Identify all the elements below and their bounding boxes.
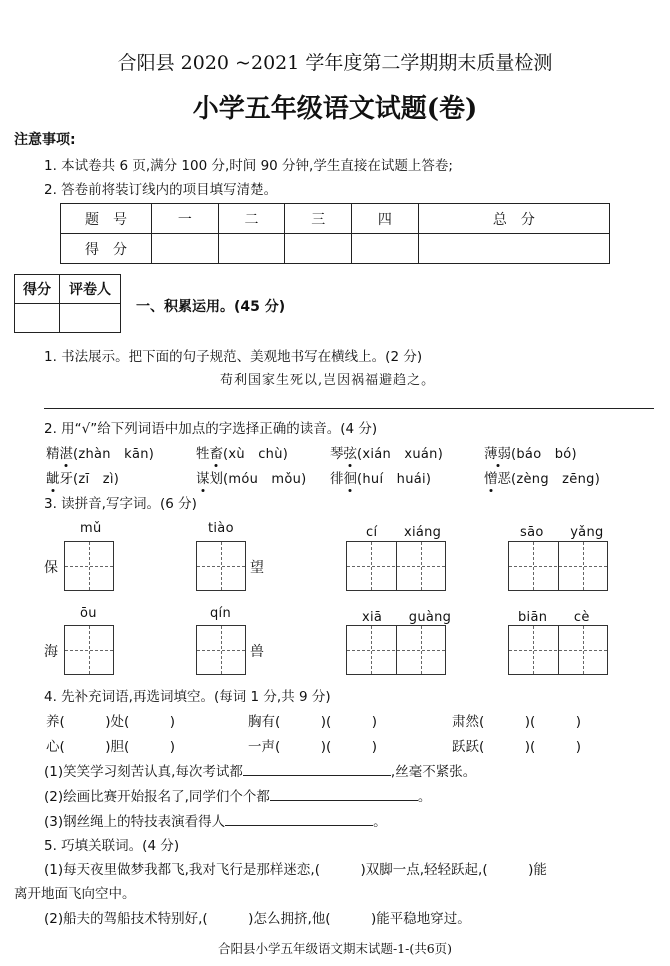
q4-fill-sentence: (1)笑笑学习刻苦认真,每次考试都 ,丝毫不紧张。 xyxy=(44,760,476,780)
writing-grid-double[interactable] xyxy=(508,625,608,675)
grader-reviewer-label: 评卷人 xyxy=(60,275,121,304)
writing-grid[interactable] xyxy=(64,625,114,675)
q3-pinyin: xiā guàng xyxy=(362,610,452,625)
score-header-4: 四 xyxy=(352,204,419,234)
q5-sentence-1: (1)每天夜里做梦我都飞,我对飞行是那样迷恋,( )双脚一点,轻轻跃起,( )能 xyxy=(44,862,547,878)
score-cell-1[interactable] xyxy=(152,234,219,264)
grader-score-label: 得分 xyxy=(15,275,60,304)
score-header-3: 三 xyxy=(285,204,352,234)
q3-prefix-char: 海 xyxy=(44,644,58,660)
q3-pinyin: tiào xyxy=(208,521,234,536)
q5-sentence-1-cont: 离开地面飞向空中。 xyxy=(14,886,136,902)
q4-word: 一声( )( ) xyxy=(248,739,378,755)
grader-box xyxy=(14,274,121,333)
q4-text: 4. 先补充词语,再选词填空。(每词 1 分,共 9 分) xyxy=(44,689,331,705)
exam-header-title: 合阳县 2020 ~2021 学年度第二学期期末质量检测 xyxy=(117,52,553,74)
notice-item-2: 2. 答卷前将装订线内的项目填写清楚。 xyxy=(44,182,278,198)
writing-grid[interactable] xyxy=(64,541,114,591)
writing-grid[interactable] xyxy=(196,541,246,591)
q3-pinyin: ōu xyxy=(80,606,97,621)
q2-item: 徘徊(huí huái) xyxy=(330,471,432,487)
q3-suffix-char: 兽 xyxy=(250,644,264,660)
q2-item: 精湛(zhàn kān) xyxy=(46,446,155,462)
score-cell-4[interactable] xyxy=(352,234,419,264)
score-header-total: 总 分 xyxy=(418,204,609,234)
q4-word: 跃跃( )( ) xyxy=(452,739,582,755)
writing-grid-double[interactable] xyxy=(508,541,608,591)
score-header-question: 题 号 xyxy=(61,204,152,234)
q3-text: 3. 读拼音,写字词。(6 分) xyxy=(44,496,197,512)
writing-grid[interactable] xyxy=(196,625,246,675)
q3-pinyin: cí xiáng xyxy=(366,525,442,540)
q2-item: 牲畜(xù chù) xyxy=(196,446,289,462)
q2-item: 龇牙(zī zì) xyxy=(46,471,120,487)
answer-blank[interactable] xyxy=(270,786,418,801)
q1-writing-line[interactable] xyxy=(44,408,654,409)
q4-word: 肃然( )( ) xyxy=(452,714,582,730)
q4-word: 心( )胆( ) xyxy=(46,739,176,755)
score-cell-2[interactable] xyxy=(218,234,285,264)
section-1-title: 一、积累运用。(45 分) xyxy=(136,299,286,315)
q2-text: 2. 用“√”给下列词语中加点的字选择正确的读音。(4 分) xyxy=(44,421,378,437)
score-row-label: 得 分 xyxy=(61,234,152,264)
q5-text: 5. 巧填关联词。(4 分) xyxy=(44,838,180,854)
q3-pinyin: qín xyxy=(210,606,232,621)
q4-fill-sentence: (3)钢丝绳上的特技表演看得人 。 xyxy=(44,810,387,830)
score-table xyxy=(60,203,610,264)
q2-item: 琴弦(xián xuán) xyxy=(330,446,444,462)
grader-reviewer-cell[interactable] xyxy=(60,304,121,333)
grader-score-cell[interactable] xyxy=(15,304,60,333)
q3-suffix-char: 望 xyxy=(250,560,264,576)
q3-pinyin: mǔ xyxy=(80,521,102,536)
q3-prefix-char: 保 xyxy=(44,560,58,576)
notice-item-1: 1. 本试卷共 6 页,满分 100 分,时间 90 分钟,学生直接在试题上答卷; xyxy=(44,158,453,174)
exam-subtitle: 小学五年级语文试题(卷) xyxy=(192,94,478,124)
answer-blank[interactable] xyxy=(243,761,391,776)
q1-text: 1. 书法展示。把下面的句子规范、美观地书写在横线上。(2 分) xyxy=(44,349,423,365)
score-cell-3[interactable] xyxy=(285,234,352,264)
q1-sentence: 苟利国家生死以,岂因祸福避趋之。 xyxy=(220,373,436,388)
q4-word: 胸有( )( ) xyxy=(248,714,378,730)
score-cell-total[interactable] xyxy=(418,234,609,264)
page-footer: 合阳县小学五年级语文期末试题-1-(共6页) xyxy=(217,941,453,956)
q2-item: 薄弱(báo bó) xyxy=(484,446,577,462)
writing-grid-double[interactable] xyxy=(346,541,446,591)
answer-blank[interactable] xyxy=(225,811,373,826)
score-header-2: 二 xyxy=(218,204,285,234)
score-header-1: 一 xyxy=(152,204,219,234)
notice-heading: 注意事项: xyxy=(14,132,76,148)
q3-pinyin: biān cè xyxy=(518,610,590,625)
q2-item: 憎恶(zèng zēng) xyxy=(484,471,601,487)
q2-item: 谋划(móu mǒu) xyxy=(196,471,307,487)
q5-sentence-2: (2)船夫的驾船技术特别好,( )怎么拥挤,他( )能平稳地穿过。 xyxy=(44,911,471,927)
writing-grid-double[interactable] xyxy=(346,625,446,675)
q4-word: 养( )处( ) xyxy=(46,714,176,730)
q3-pinyin: sāo yǎng xyxy=(520,525,604,540)
q4-fill-sentence: (2)绘画比赛开始报名了,同学们个个都 。 xyxy=(44,785,431,805)
